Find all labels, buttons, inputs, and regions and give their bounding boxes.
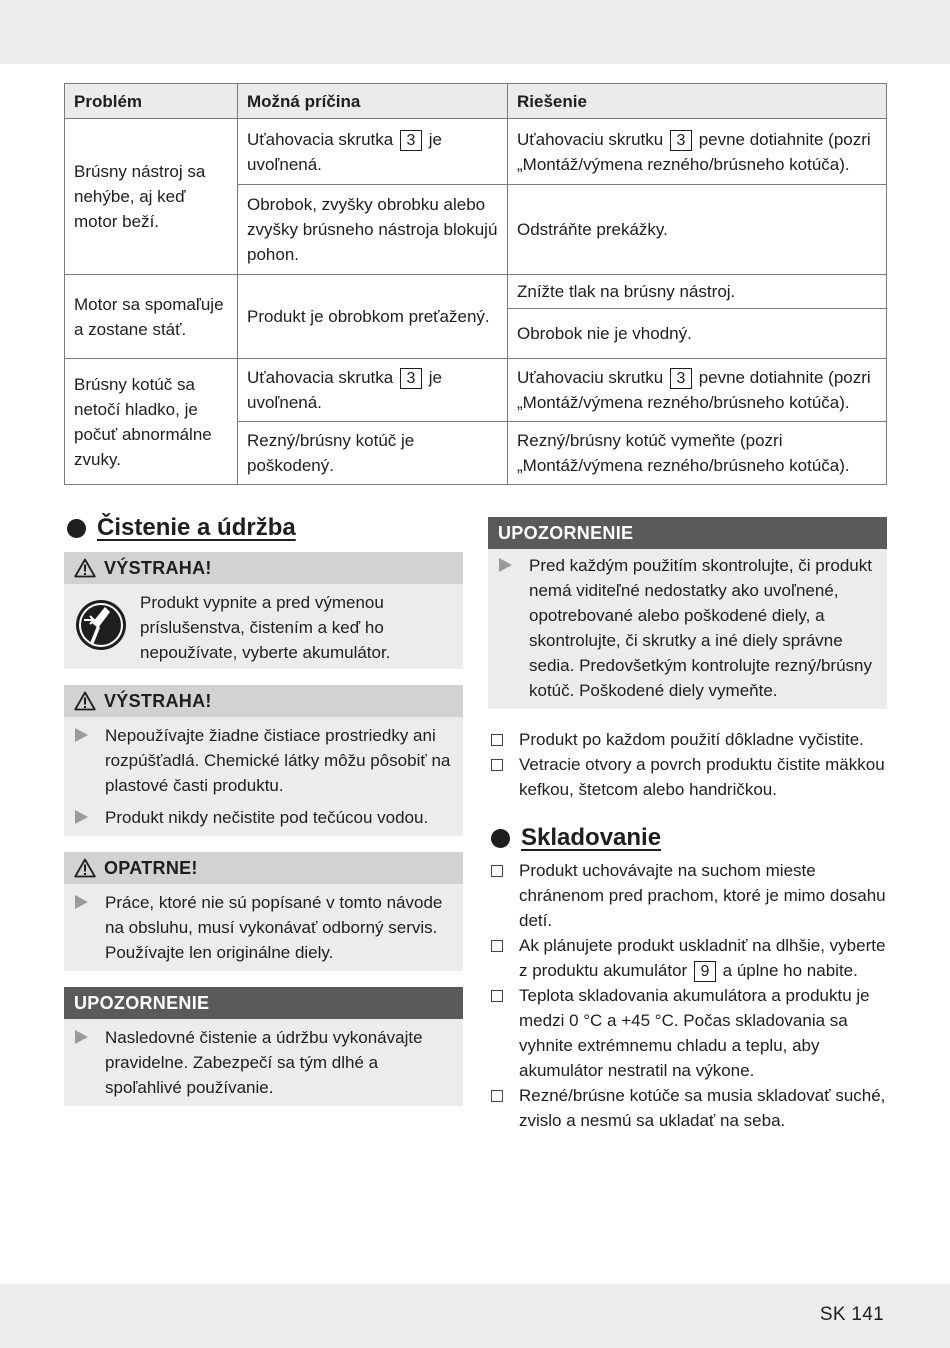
solution-cell <box>508 359 887 422</box>
arrow-bullet-icon <box>498 558 512 572</box>
caution-label: OPATRNE! <box>104 857 198 878</box>
disconnect-battery-icon <box>74 598 128 652</box>
cause-text: je uvoľnená. <box>247 129 442 174</box>
list-item <box>488 933 887 983</box>
list-item-text <box>519 933 887 983</box>
checkbox-bullet-icon <box>491 865 503 877</box>
list-item-text: Nasledovné čistenie a údržbu vykonávajte pravidelne. Zabezpečí sa tým dlhé a spoľahlivé používanie. <box>105 1028 423 1097</box>
list-item <box>74 723 453 798</box>
column-header-solution: Riešenie <box>508 84 887 119</box>
warning-box <box>64 552 463 669</box>
list-item-text-part: Ak plánujete produkt uskladniť na dlhšie, vyberte z produktu akumulátor <box>519 936 886 980</box>
list-item <box>488 752 887 802</box>
warning-triangle-icon <box>74 691 96 711</box>
notice-label: UPOZORNENIE <box>498 522 634 543</box>
notice-header <box>488 517 887 549</box>
warning-triangle-icon <box>74 858 96 878</box>
column-header-problem: Problém <box>65 84 238 119</box>
section-title: Čistenie a údržba <box>97 514 296 541</box>
checkbox-bullet-icon <box>491 940 503 952</box>
cause-cell <box>238 359 508 422</box>
cause-cell: Obrobok, zvyšky obrobku alebo zvyšky brúsneho nástroja blokujú pohon. <box>238 185 508 275</box>
cause-text: Uťahovacia skrutka <box>247 129 394 149</box>
column-header-cause: Možná príčina <box>238 84 508 119</box>
table-row <box>65 359 887 422</box>
section-bullet-icon <box>491 829 510 848</box>
notice-label: UPOZORNENIE <box>74 992 210 1013</box>
cause-cell: Produkt je obrobkom preťažený. <box>238 275 508 359</box>
solution-cell <box>508 119 887 185</box>
notice-header <box>64 987 463 1019</box>
list-item-text: Teplota skladovania akumulátora a produktu je medzi 0 °C a +45 °C. Počas skladovania sa vyhnite extrémnemu chladu a teplu, aby akumulátor nestratil na výkone. <box>519 986 870 1080</box>
left-column <box>64 510 463 1122</box>
part-reference: 3 <box>400 130 422 151</box>
solution-cell: Obrobok nie je vhodný. <box>508 309 887 359</box>
warning-triangle-icon <box>74 558 96 578</box>
part-reference: 3 <box>670 130 692 151</box>
problem-cell: Motor sa spomaľuje a zostane stáť. <box>65 275 238 359</box>
notice-body <box>488 549 887 709</box>
header-band <box>0 0 950 64</box>
part-reference: 9 <box>694 961 716 982</box>
cause-text: je uvoľnená. <box>247 368 442 412</box>
page-number: SK 141 <box>819 1304 884 1325</box>
section-title: Skladovanie <box>521 824 662 851</box>
list-item-text: Produkt nikdy nečistite pod tečúcou vodou. <box>105 808 429 827</box>
warning-body <box>64 584 463 669</box>
table-header-row <box>65 84 887 119</box>
list-item-text: Práce, ktoré nie sú popísané v tomto návode na obsluhu, musí vykonávať odborný servis. Používajte len originálne diely. <box>105 893 443 962</box>
cause-cell: Rezný/brúsny kotúč je poškodený. <box>238 422 508 485</box>
list-item <box>488 727 887 752</box>
list-item <box>74 890 453 965</box>
caution-body <box>64 884 463 971</box>
list-item <box>488 983 887 1083</box>
list-item-text: Produkt uchovávajte na suchom mieste chránenom pred prachom, ktoré je mimo dosahu detí. <box>519 861 886 930</box>
solution-text: pevne dotiahnite (pozri „Montáž/výmena rezného/brúsneho kotúča). <box>517 129 871 174</box>
cause-text: Uťahovacia skrutka <box>247 368 394 387</box>
section-bullet-icon <box>67 519 86 538</box>
table-row <box>65 119 887 185</box>
problem-cell: Brúsny kotúč sa netočí hladko, je počuť abnormálne zvuky. <box>65 359 238 485</box>
part-reference: 3 <box>670 368 692 389</box>
solution-text: Uťahovaciu skrutku <box>517 129 664 149</box>
solution-text: Uťahovaciu skrutku <box>517 368 664 387</box>
warning-text: Produkt vypnite a pred výmenou príslušenstva, čistením a keď ho nepoužívate, vyberte akumulátor. <box>140 593 391 662</box>
warning-label: VÝSTRAHA! <box>104 690 212 711</box>
solution-cell: Rezný/brúsny kotúč vymeňte (pozri „Montáž/výmena rezného/brúsneho kotúča). <box>508 422 887 485</box>
table-row <box>65 275 887 309</box>
list-item <box>488 1083 887 1133</box>
warning-box <box>64 685 463 836</box>
arrow-bullet-icon <box>74 728 88 742</box>
checkbox-bullet-icon <box>491 1090 503 1102</box>
arrow-bullet-icon <box>74 1030 88 1044</box>
footer-band <box>0 1284 950 1348</box>
troubleshooting-table <box>64 83 887 485</box>
caution-header <box>64 852 463 884</box>
warning-header <box>64 552 463 584</box>
list-item-text: Nepoužívajte žiadne čistiace prostriedky ani rozpúšťadlá. Chemické látky môžu pôsobiť na plastové časti produktu. <box>105 726 451 795</box>
notice-box <box>488 517 887 709</box>
cleaning-steps-list <box>488 727 887 802</box>
list-item <box>74 1025 453 1100</box>
list-item-text-part: a úplne ho nabite. <box>722 961 858 980</box>
checkbox-bullet-icon <box>491 734 503 746</box>
warning-label: VÝSTRAHA! <box>104 557 212 578</box>
caution-box <box>64 852 463 971</box>
storage-list <box>488 858 887 1133</box>
section-heading-cleaning <box>64 510 463 546</box>
checkbox-bullet-icon <box>491 759 503 771</box>
checkbox-bullet-icon <box>491 990 503 1002</box>
warning-header <box>64 685 463 717</box>
list-item-text: Vetracie otvory a povrch produktu čistite mäkkou kefkou, štetcom alebo handričkou. <box>519 755 885 799</box>
solution-cell: Odstráňte prekážky. <box>508 185 887 275</box>
list-item-text: Rezné/brúsne kotúče sa musia skladovať suché, zvislo a nesmú sa ukladať na seba. <box>519 1086 886 1130</box>
notice-body <box>64 1019 463 1106</box>
list-item <box>488 858 887 933</box>
notice-box <box>64 987 463 1106</box>
list-item-text: Pred každým použitím skontrolujte, či produkt nemá viditeľné nedostatky ako uvoľnené, opotrebované alebo poškodené diely, a skontrolujte, či skrutky a iné diely správne sedia. Predovšetkým kontrolujte rezný/brúsny kotúč. Poškodené diely vymeňte. <box>529 556 872 700</box>
list-item <box>74 805 453 830</box>
problem-cell: Brúsny nástroj sa nehýbe, aj keď motor beží. <box>65 119 238 275</box>
warning-body <box>64 717 463 836</box>
right-column <box>488 517 887 1133</box>
part-reference: 3 <box>400 368 422 389</box>
list-item <box>498 553 877 703</box>
arrow-bullet-icon <box>74 895 88 909</box>
solution-text: pevne dotiahnite (pozri „Montáž/výmena rezného/brúsneho kotúča). <box>517 368 871 412</box>
list-item-text: Produkt po každom použití dôkladne vyčistite. <box>519 730 864 749</box>
section-heading-storage <box>488 820 887 856</box>
solution-cell: Znížte tlak na brúsny nástroj. <box>508 275 887 309</box>
cause-cell <box>238 119 508 185</box>
arrow-bullet-icon <box>74 810 88 824</box>
